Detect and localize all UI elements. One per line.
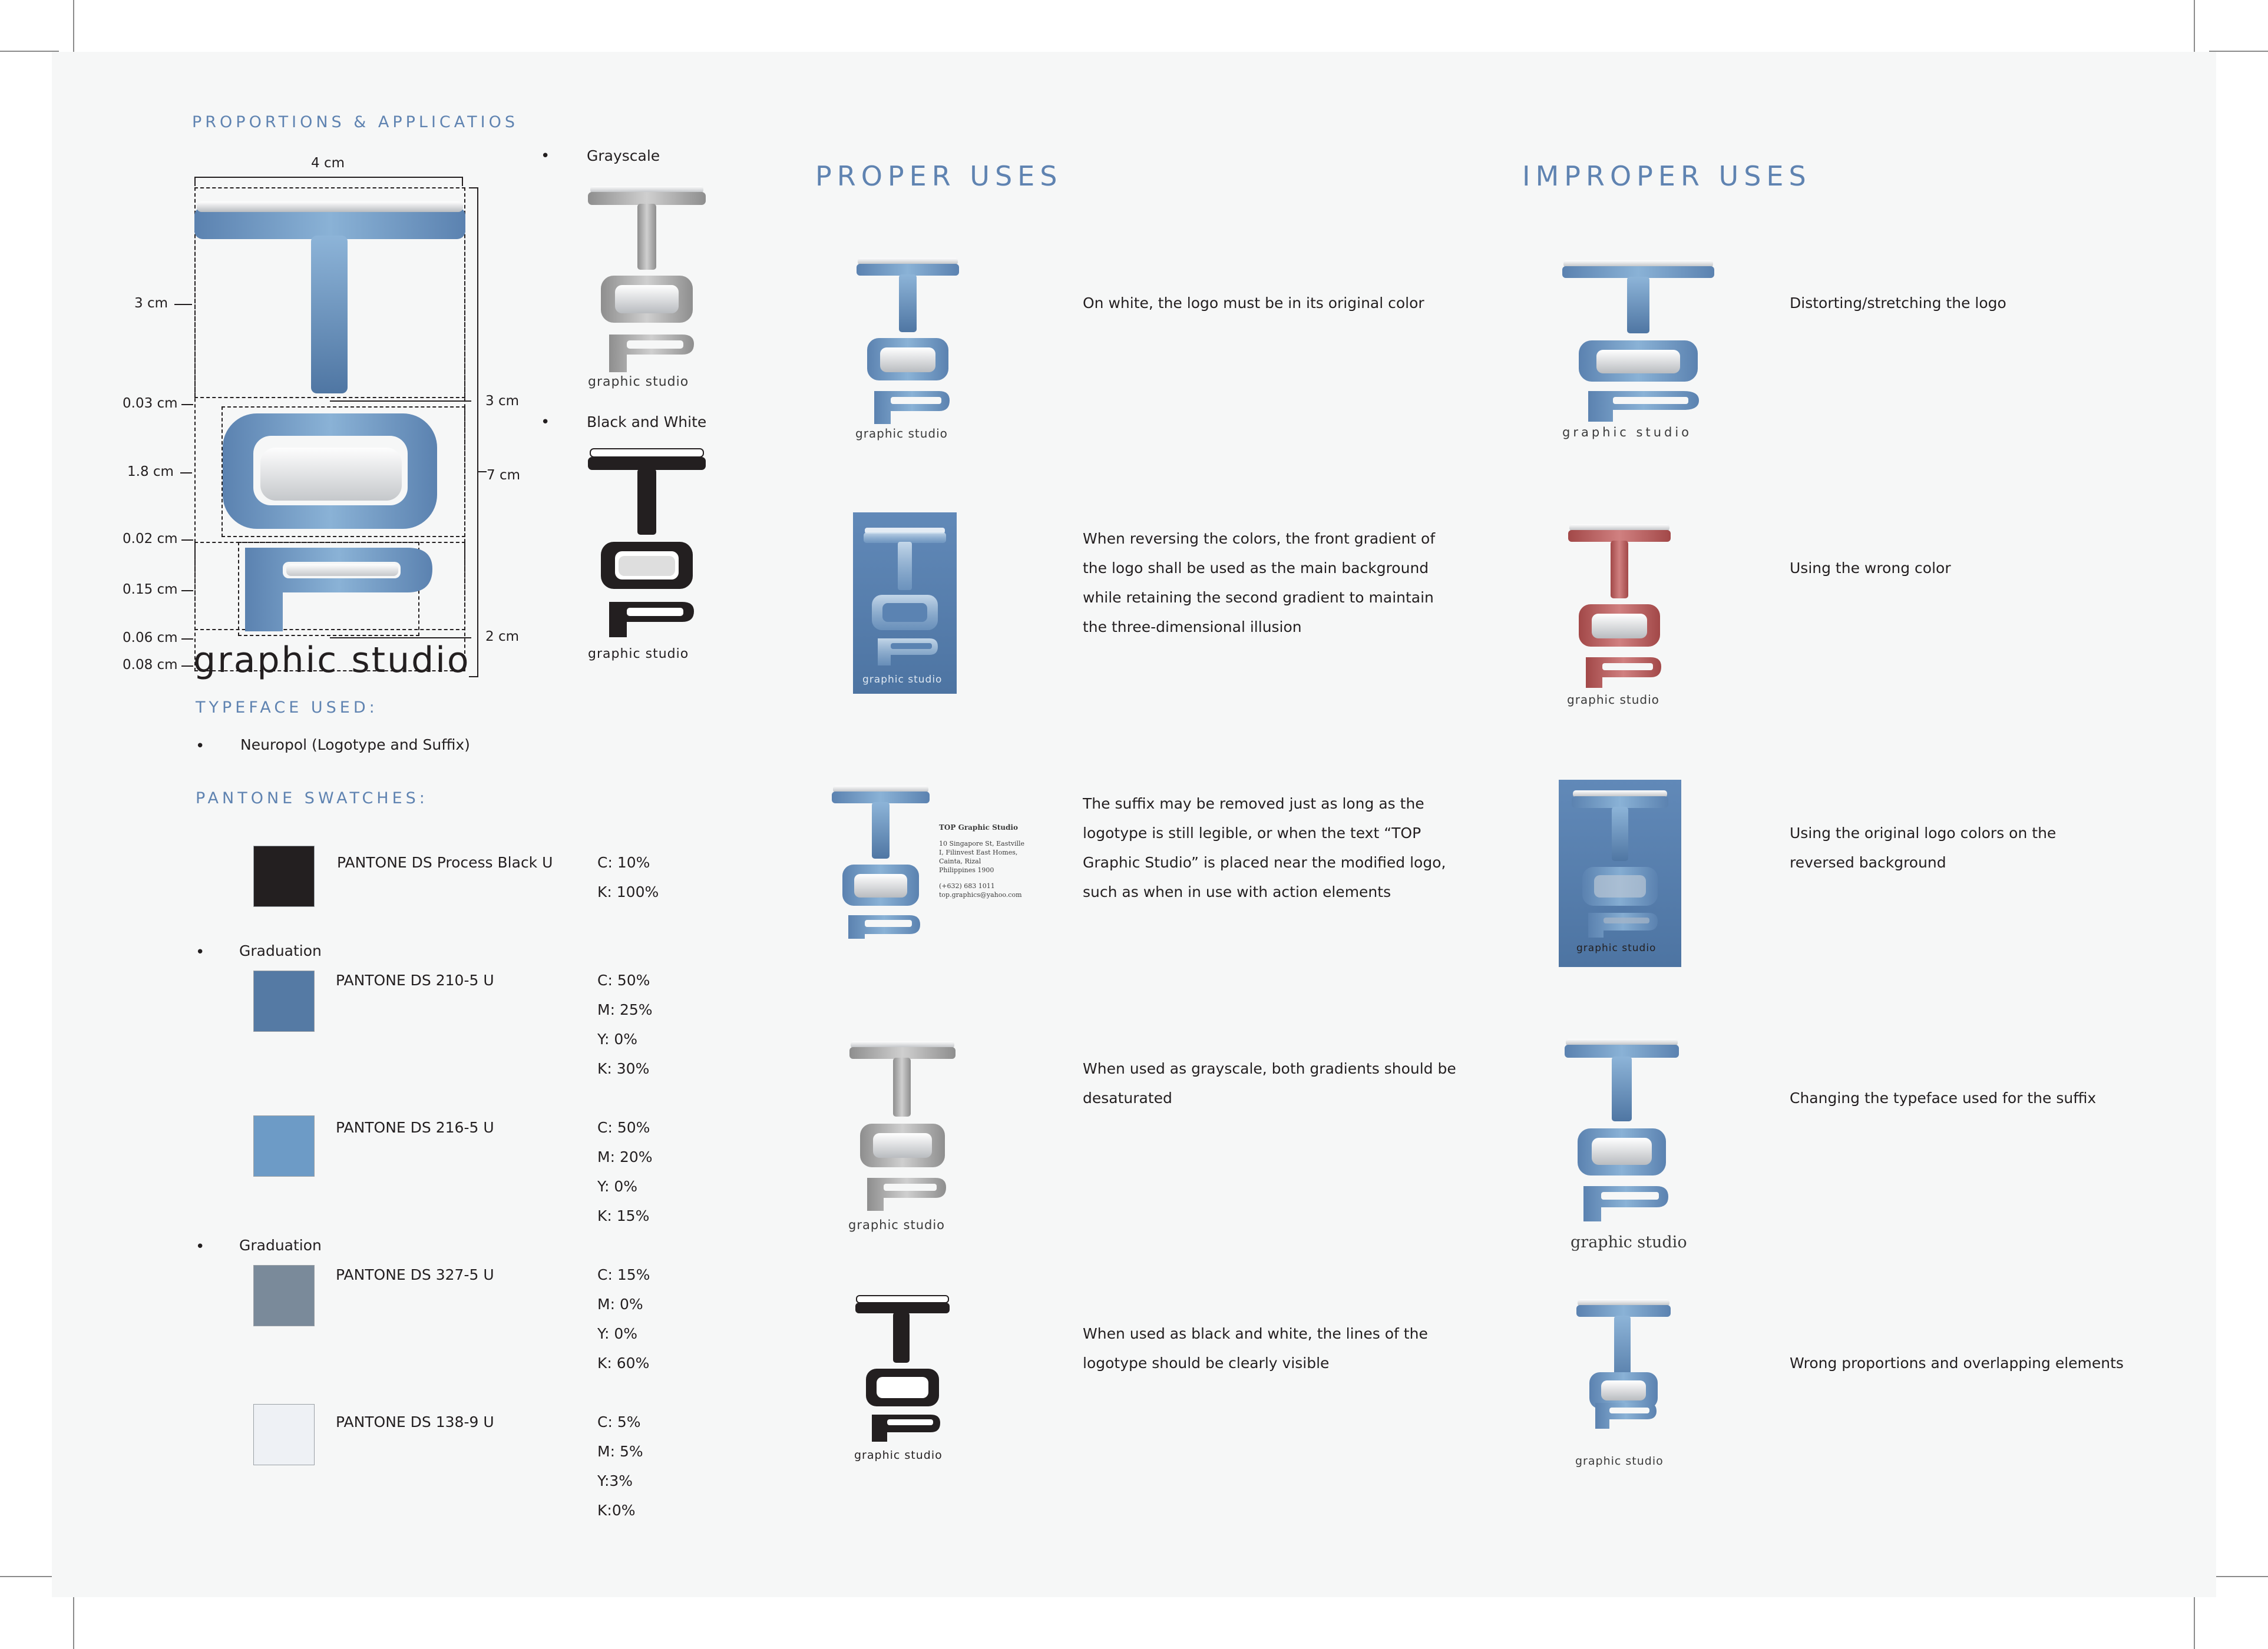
swatch-value: C: 50% [597, 972, 650, 989]
bracket-tick [330, 637, 471, 638]
proper-use-1: On white, the logo must be in its original color [1083, 294, 1424, 312]
swatch-value: C: 5% [597, 1413, 641, 1431]
dim-left-7: 0.08 cm [123, 657, 178, 673]
bw-label: Black and White [587, 413, 707, 431]
improper-reversed-logo [1572, 789, 1668, 938]
bracket-tick [478, 471, 487, 472]
swatch-name: PANTONE DS 327-5 U [336, 1266, 494, 1283]
improper-use-4: Changing the typeface used for the suffix [1790, 1090, 2097, 1107]
improper-use-2: Using the wrong color [1790, 559, 1951, 577]
swatch-value: K: 30% [597, 1060, 650, 1077]
crop-mark [2209, 51, 2268, 52]
improper-uses-heading: IMPROPER USES [1522, 160, 1811, 192]
swatch-value: C: 15% [597, 1266, 650, 1283]
improper-wrong-color-suffix: graphic studio [1567, 693, 1659, 707]
swatch-value: M: 25% [597, 1001, 653, 1018]
crop-mark [2194, 0, 2195, 59]
improper-logo-proportions [1576, 1298, 1671, 1439]
bullet: • [196, 1238, 205, 1256]
grayscale-logo [588, 184, 706, 372]
dim-left-6: 0.06 cm [123, 630, 178, 645]
dim-tick [181, 590, 193, 591]
right-bracket [469, 187, 478, 677]
improper-proportions-suffix: graphic studio [1575, 1455, 1664, 1468]
grayscale-suffix: graphic studio [588, 375, 689, 389]
proper-use-2: When reversing the colors, the front gradient of the logo shall be used as the main background while retaining the second gradient to maintain the three-dimensional illusion [1083, 530, 1436, 635]
swatch-chip [253, 1404, 315, 1465]
dim-left-2: 0.03 cm [123, 396, 178, 411]
swatch-value: M: 0% [597, 1296, 643, 1313]
crop-mark [2194, 1590, 2195, 1649]
pantone-heading: PANTONE SWATCHES: [196, 789, 428, 807]
swatch-value: C: 10% [597, 854, 650, 871]
dim-right-1: 3 cm [485, 393, 519, 409]
proper-logo-grayscale [849, 1040, 956, 1211]
dim-left-4: 0.02 cm [123, 531, 178, 547]
improper-use-5: Wrong proportions and overlapping elements [1790, 1355, 2124, 1372]
bracket-tick [330, 400, 471, 402]
main-logo-suffix: graphic studio [193, 640, 471, 681]
contact-address-line: I, Filinvest East Homes, [939, 849, 1018, 856]
improper-use-1: Distorting/stretching the logo [1790, 294, 2006, 312]
grayscale-label: Grayscale [587, 147, 660, 164]
proper-grayscale-suffix: graphic studio [848, 1218, 945, 1232]
swatch-value: Y: 0% [597, 1031, 637, 1048]
dim-right-2: 7 cm [487, 468, 520, 483]
swatch-chip [253, 846, 315, 907]
contact-address-line: 10 Singapore St, Eastville [939, 840, 1025, 847]
swatch-name: PANTONE DS 216-5 U [336, 1119, 494, 1136]
proper-use-5: When used as black and white, the lines of the logotype should be clearly visible [1083, 1325, 1428, 1372]
swatch-chip [253, 1265, 315, 1326]
improper-reversed-suffix: graphic studio [1576, 942, 1657, 954]
dim-tick [181, 665, 193, 667]
bw-logo [588, 448, 706, 636]
crop-mark [73, 1590, 74, 1649]
proper-logo-original [857, 257, 959, 423]
proper-bw-suffix: graphic studio [854, 1449, 943, 1462]
dim-tick [181, 404, 193, 405]
width-bracket [194, 177, 463, 186]
dim-tick [181, 539, 193, 541]
proper-logo-bw [855, 1294, 950, 1442]
proper-uses-heading: PROPER USES [815, 160, 1063, 192]
typeface-item: Neuropol (Logotype and Suffix) [240, 736, 470, 753]
contact-card [939, 823, 1024, 899]
improper-logo-stretched [1562, 259, 1714, 422]
swatch-value: K: 15% [597, 1207, 650, 1224]
dim-left-3: 1.8 cm [127, 464, 174, 479]
swatch-value: Y: 0% [597, 1325, 637, 1342]
improper-logo-typeface [1565, 1038, 1679, 1221]
dim-right-3: 2 cm [485, 629, 519, 644]
contact-phone: (+632) 683 1011 [939, 882, 995, 890]
bullet: • [196, 737, 205, 755]
crop-mark [0, 51, 59, 52]
bullet: • [541, 413, 550, 431]
contact-address-line: Cainta, Rizal [939, 857, 981, 865]
contact-address-line: Philippines 1900 [939, 866, 994, 874]
proper-logo-original-suffix: graphic studio [855, 426, 948, 441]
improper-stretched-suffix: graphic studio [1562, 425, 1692, 439]
swatch-name: PANTONE DS 210-5 U [336, 972, 494, 989]
typeface-heading: TYPEFACE USED: [196, 698, 378, 717]
graduation-label: Graduation [239, 942, 322, 959]
contact-company: TOP Graphic Studio [939, 823, 1018, 832]
proper-use-3: The suffix may be removed just as long as the logotype is still legible, or when the text “TOP Graphic Studio” is placed near the modified logo, such as when in use with action elements [1083, 795, 1446, 900]
swatch-value: Y:3% [597, 1472, 633, 1489]
bullet: • [196, 943, 205, 961]
proper-reversed-logo [864, 527, 946, 663]
proper-use-4: When used as grayscale, both gradients should be desaturated [1083, 1060, 1456, 1107]
proper-reversed-suffix: graphic studio [862, 674, 943, 686]
dim-tick [174, 304, 192, 305]
crop-mark [0, 1576, 59, 1577]
graduation-label: Graduation [239, 1237, 322, 1254]
contact-email: top.graphics@yahoo.com [939, 891, 1022, 899]
dim-tick [180, 472, 192, 473]
proper-logo-nosuffix [832, 784, 930, 939]
dim-left-5: 0.15 cm [123, 582, 178, 597]
bullet: • [541, 147, 550, 165]
swatch-value: Y: 0% [597, 1178, 637, 1195]
swatch-chip [253, 971, 315, 1032]
swatch-chip [253, 1115, 315, 1177]
swatch-value: C: 50% [597, 1119, 650, 1136]
width-label: 4 cm [311, 155, 345, 171]
swatch-value: M: 20% [597, 1148, 653, 1165]
swatch-value: K: 60% [597, 1355, 650, 1372]
swatch-name: PANTONE DS Process Black U [337, 854, 553, 871]
swatch-value: K: 100% [597, 883, 659, 900]
improper-logo-wrong-color [1568, 523, 1671, 688]
crop-mark [73, 0, 74, 59]
proportions-heading: PROPORTIONS & APPLICATIOS [192, 113, 518, 131]
dim-tick [181, 638, 193, 640]
crop-mark [2209, 1576, 2268, 1577]
bw-suffix: graphic studio [588, 647, 689, 661]
dim-left-1: 3 cm [134, 296, 168, 311]
swatch-value: K:0% [597, 1502, 636, 1519]
swatch-value: M: 5% [597, 1443, 643, 1460]
main-logo [194, 194, 465, 677]
swatch-name: PANTONE DS 138-9 U [336, 1413, 494, 1431]
improper-use-3: Using the original logo colors on the reversed background [1790, 824, 2057, 871]
improper-typeface-suffix: graphic studio [1571, 1233, 1687, 1251]
